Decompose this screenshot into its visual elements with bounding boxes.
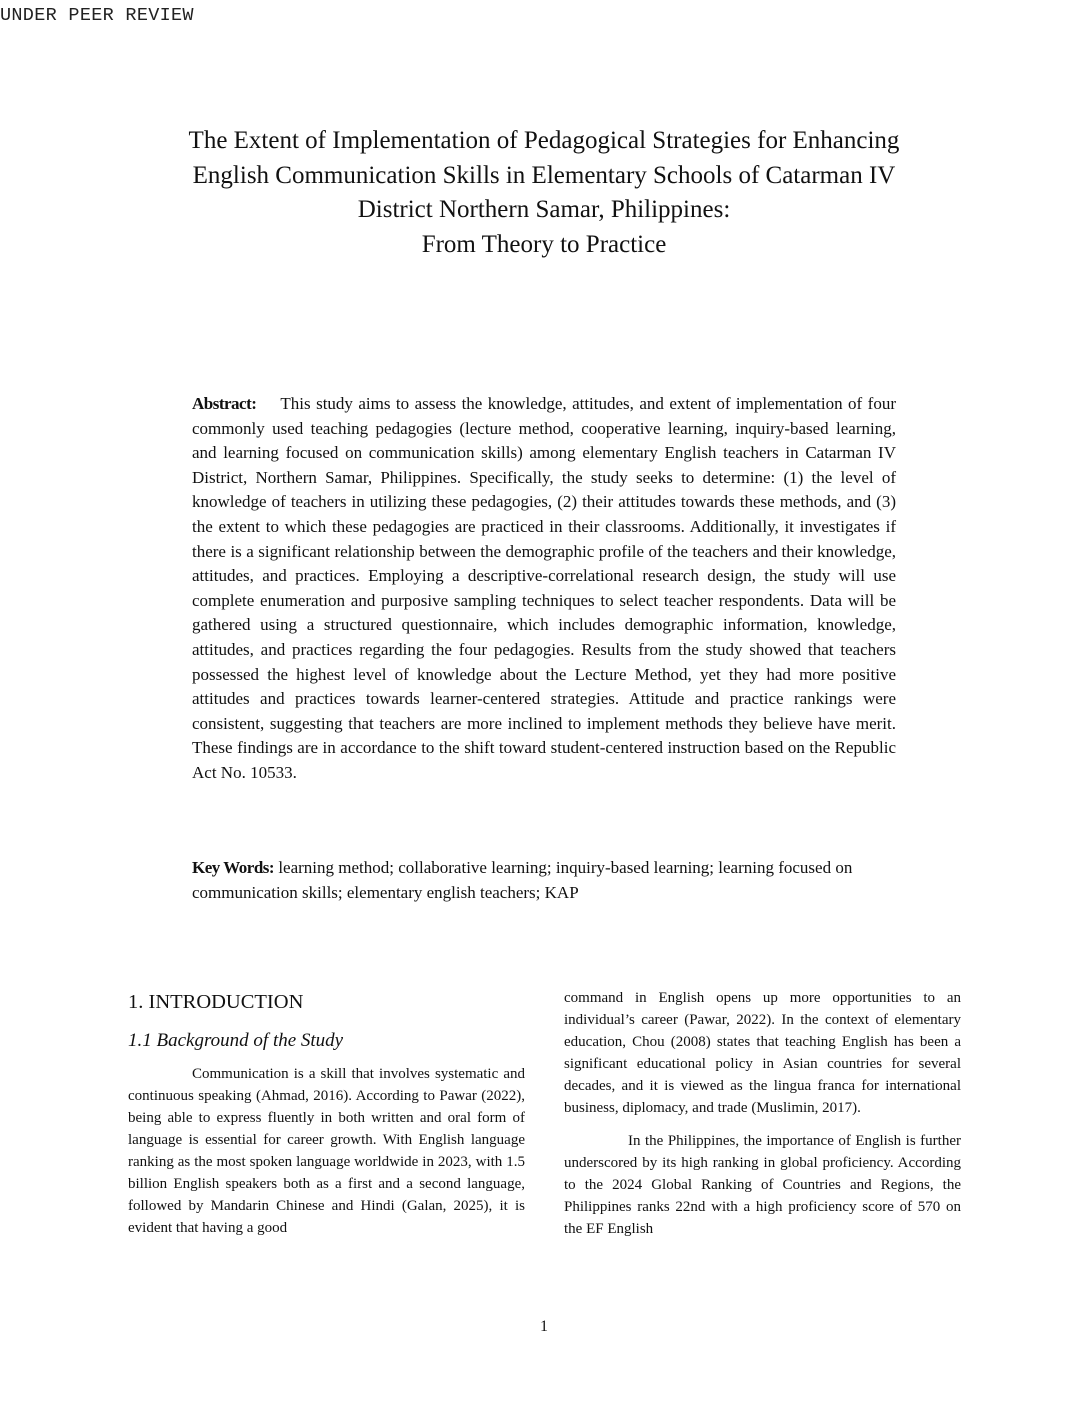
left-column: [128, 988, 525, 1239]
keywords-text: learning method; collaborative learning; inquiry-based learning; learning focused on communication skills; elementary english teachers; KAP: [192, 858, 853, 902]
body-paragraph: Communication is a skill that involves systematic and continuous speaking (Ahmad, 2016). According to Pawar (2022), being able to express fluently in both written and oral form of language is essential for career growth. With English language ranking as the most spoken language worldwide in 2023, with 1.5 billion English speakers both as a first and a second language, followed by Mandarin Chinese and Hindi (Galan, 2025), it is evident that having a good: [128, 1066, 525, 1236]
keywords-label: Key Words:: [192, 858, 275, 877]
paper-title: [140, 124, 948, 262]
page-number: 1: [540, 1318, 548, 1335]
body-paragraph: command in English opens up more opportunities to an individual’s career (Pawar, 2022). In the context of elementary education, Chou (2008) states that teaching English has been a significant educational policy in Asian countries for several decades, and it is viewed as the lingua franca for international business, diplomacy, and trade (Muslimin, 2017).: [564, 990, 961, 1116]
keywords: [192, 856, 896, 905]
right-column: [564, 987, 961, 1240]
abstract-text: This study aims to assess the knowledge, attitudes, and extent of implementation of four commonly used teaching pedagogies (lecture method, cooperative learning, inquiry-based learning, and learning focused on communication skills) among elementary English teachers in Catarman IV District, Northern Samar, Philippines. Specifically, the study seeks to determine: (1) the level of knowledge of teachers in utilizing these pedagogies, (2) their attitudes towards these methods, and (3) the extent to which these pedagogies are practiced in their classrooms. Additionally, it investigates if there is a significant relationship between the demographic profile of the teachers and their knowledge, attitudes, and practices. Employing a descriptive-correlational research design, the study will use complete enumeration and purposive sampling techniques to select teacher respondents. Data will be gathered using a structured questionnaire, which includes demographic information, knowledge, attitudes, and practices regarding the four pedagogies. Results from the study showed that teachers possessed the highest level of knowledge about the Lecture Method, yet they had more positive attitudes and practices towards learner-centered strategies. Attitude and practice rankings were consistent, suggesting that teachers are more inclined to implement methods they believe have merit. These findings are in accordance to the shift toward student-centered instruction based on the Republic Act No. 10533.: [192, 394, 896, 782]
section-heading: 1. INTRODUCTION: [128, 991, 304, 1013]
abstract-label: Abstract:: [192, 394, 257, 413]
abstract: [192, 392, 896, 786]
subsection-heading: 1.1 Background of the Study: [128, 1030, 344, 1051]
title-line: District Northern Samar, Philippines:: [357, 196, 731, 223]
body-paragraph: In the Philippines, the importance of English is further underscored by its high ranking in global proficiency. According to the 2024 Global Ranking of Countries and Regions, the Philippines ranks 22nd with a high proficiency score of 570 on the EF English: [564, 1133, 961, 1237]
title-line: From Theory to Practice: [421, 230, 667, 258]
title-line: The Extent of Implementation of Pedagogical Strategies for Enhancing: [188, 127, 900, 154]
title-line: English Communication Skills in Elementary Schools of Catarman IV: [192, 161, 896, 189]
review-watermark: UNDER PEER REVIEW: [0, 5, 194, 26]
